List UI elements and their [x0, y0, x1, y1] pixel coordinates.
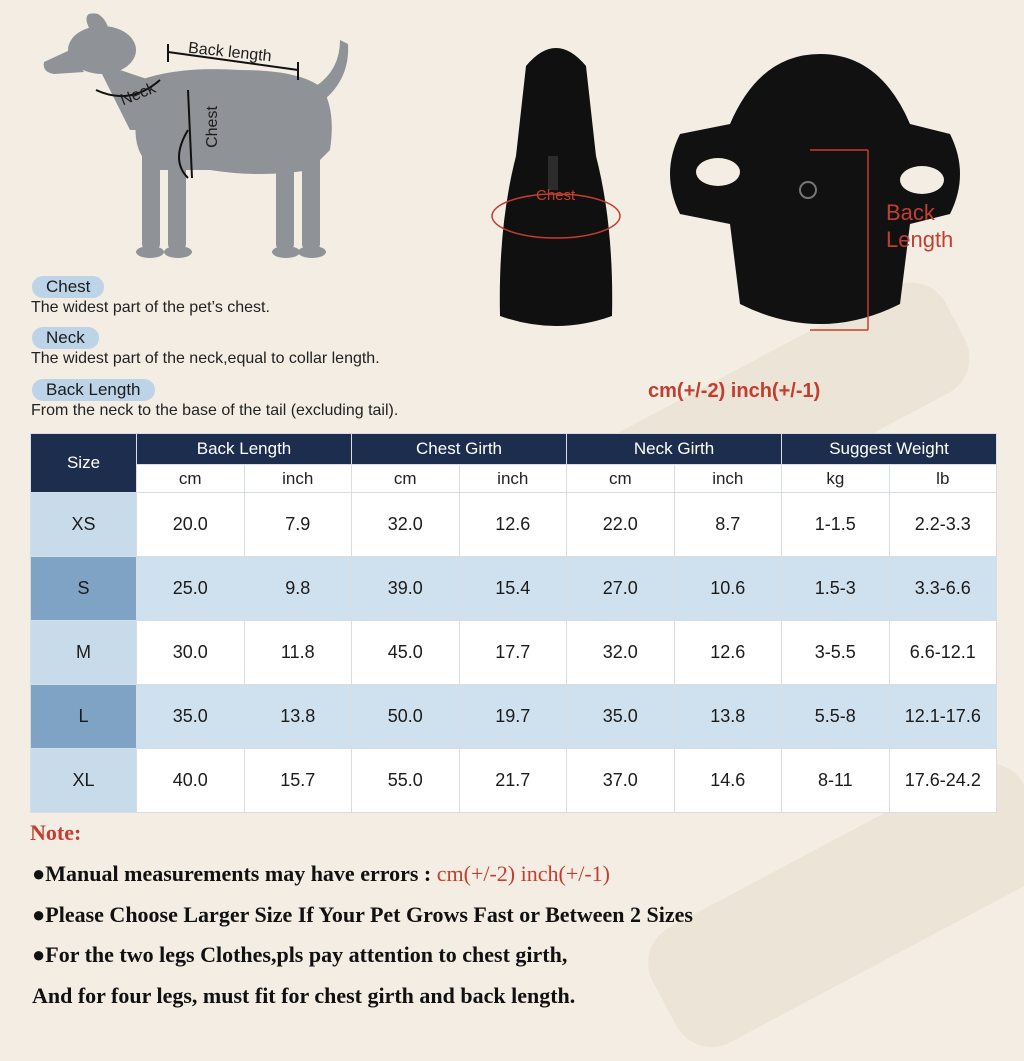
table-cell: 9.8: [244, 557, 352, 621]
table-cell: 35.0: [137, 685, 245, 749]
note-line-1-text: ●Manual measurements may have errors :: [32, 861, 437, 886]
size-cell: M: [31, 621, 137, 685]
group-header-chest-girth: Chest Girth: [352, 434, 567, 465]
table-cell: 2.2-3.3: [889, 493, 997, 557]
table-cell: 30.0: [137, 621, 245, 685]
dog-chest-label: Chest: [203, 106, 221, 148]
coat-top-view: [660, 54, 970, 334]
size-cell: XL: [31, 749, 137, 813]
table-row: [31, 557, 997, 621]
coat-back-label-1: Back: [886, 200, 935, 225]
coat-back-label-2: Length: [886, 227, 954, 252]
group-header-back-length: Back Length: [137, 434, 352, 465]
note-line-1: [32, 861, 610, 887]
size-table: [30, 433, 997, 813]
table-row: [31, 621, 997, 685]
legend-desc-chest: The widest part of the pet’s chest.: [31, 299, 270, 316]
coat-chest-label: Chest: [536, 187, 576, 204]
note-line-1-tolerance: cm(+/-2) inch(+/-1): [436, 861, 610, 886]
table-row: [31, 749, 997, 813]
dog-neck-label: Neck: [117, 79, 159, 110]
table-cell: 15.4: [459, 557, 567, 621]
table-cell: 39.0: [352, 557, 460, 621]
table-cell: 13.8: [244, 685, 352, 749]
table-cell: 37.0: [567, 749, 675, 813]
size-header: Size: [31, 434, 137, 493]
unit-header: inch: [459, 465, 567, 493]
size-cell: L: [31, 685, 137, 749]
table-row: [31, 493, 997, 557]
note-line-4: And for four legs, must fit for chest girth and back length.: [32, 983, 576, 1008]
unit-header: cm: [352, 465, 460, 493]
table-cell: 8.7: [674, 493, 782, 557]
table-cell: 12.1-17.6: [889, 685, 997, 749]
table-cell: 15.7: [244, 749, 352, 813]
table-cell: 32.0: [352, 493, 460, 557]
table-cell: 27.0: [567, 557, 675, 621]
table-cell: 1.5-3: [782, 557, 890, 621]
table-cell: 5.5-8: [782, 685, 890, 749]
group-header-neck-girth: Neck Girth: [567, 434, 782, 465]
table-cell: 19.7: [459, 685, 567, 749]
table-cell: 20.0: [137, 493, 245, 557]
table-cell: 22.0: [567, 493, 675, 557]
unit-header: inch: [674, 465, 782, 493]
table-cell: 8-11: [782, 749, 890, 813]
table-cell: 12.6: [459, 493, 567, 557]
unit-header: cm: [137, 465, 245, 493]
table-cell: 17.7: [459, 621, 567, 685]
table-cell: 40.0: [137, 749, 245, 813]
table-cell: 12.6: [674, 621, 782, 685]
note-title: Note:: [30, 820, 82, 845]
unit-header: cm: [567, 465, 675, 493]
table-cell: 3.3-6.6: [889, 557, 997, 621]
table-cell: 25.0: [137, 557, 245, 621]
table-cell: 45.0: [352, 621, 460, 685]
size-cell: XS: [31, 493, 137, 557]
table-cell: 35.0: [567, 685, 675, 749]
table-cell: 50.0: [352, 685, 460, 749]
table-cell: 14.6: [674, 749, 782, 813]
table-row: [31, 685, 997, 749]
table-cell: 1-1.5: [782, 493, 890, 557]
legend-term-neck: Neck: [32, 327, 99, 349]
legend-term-chest: Chest: [32, 276, 104, 298]
legend-term-back-length: Back Length: [32, 379, 155, 401]
legend-desc-neck: The widest part of the neck,equal to collar length.: [31, 350, 380, 367]
table-cell: 10.6: [674, 557, 782, 621]
table-cell: 6.6-12.1: [889, 621, 997, 685]
table-cell: 32.0: [567, 621, 675, 685]
tolerance-text: cm(+/-2) inch(+/-1): [648, 380, 821, 402]
table-cell: 55.0: [352, 749, 460, 813]
unit-header: inch: [244, 465, 352, 493]
group-header-suggest-weight: Suggest Weight: [782, 434, 997, 465]
legend-desc-back-length: From the neck to the base of the tail (excluding tail).: [31, 402, 399, 419]
table-cell: 21.7: [459, 749, 567, 813]
coat-side-view: [486, 36, 626, 336]
table-cell: 13.8: [674, 685, 782, 749]
note-line-2: ●Please Choose Larger Size If Your Pet Grows Fast or Between 2 Sizes: [32, 902, 693, 927]
table-cell: 7.9: [244, 493, 352, 557]
unit-header: lb: [889, 465, 997, 493]
dog-back-length-label: Back length: [187, 39, 273, 66]
unit-header: kg: [782, 465, 890, 493]
table-cell: 3-5.5: [782, 621, 890, 685]
table-cell: 11.8: [244, 621, 352, 685]
note-line-3: ●For the two legs Clothes,pls pay attention to chest girth,: [32, 942, 568, 967]
size-cell: S: [31, 557, 137, 621]
table-cell: 17.6-24.2: [889, 749, 997, 813]
